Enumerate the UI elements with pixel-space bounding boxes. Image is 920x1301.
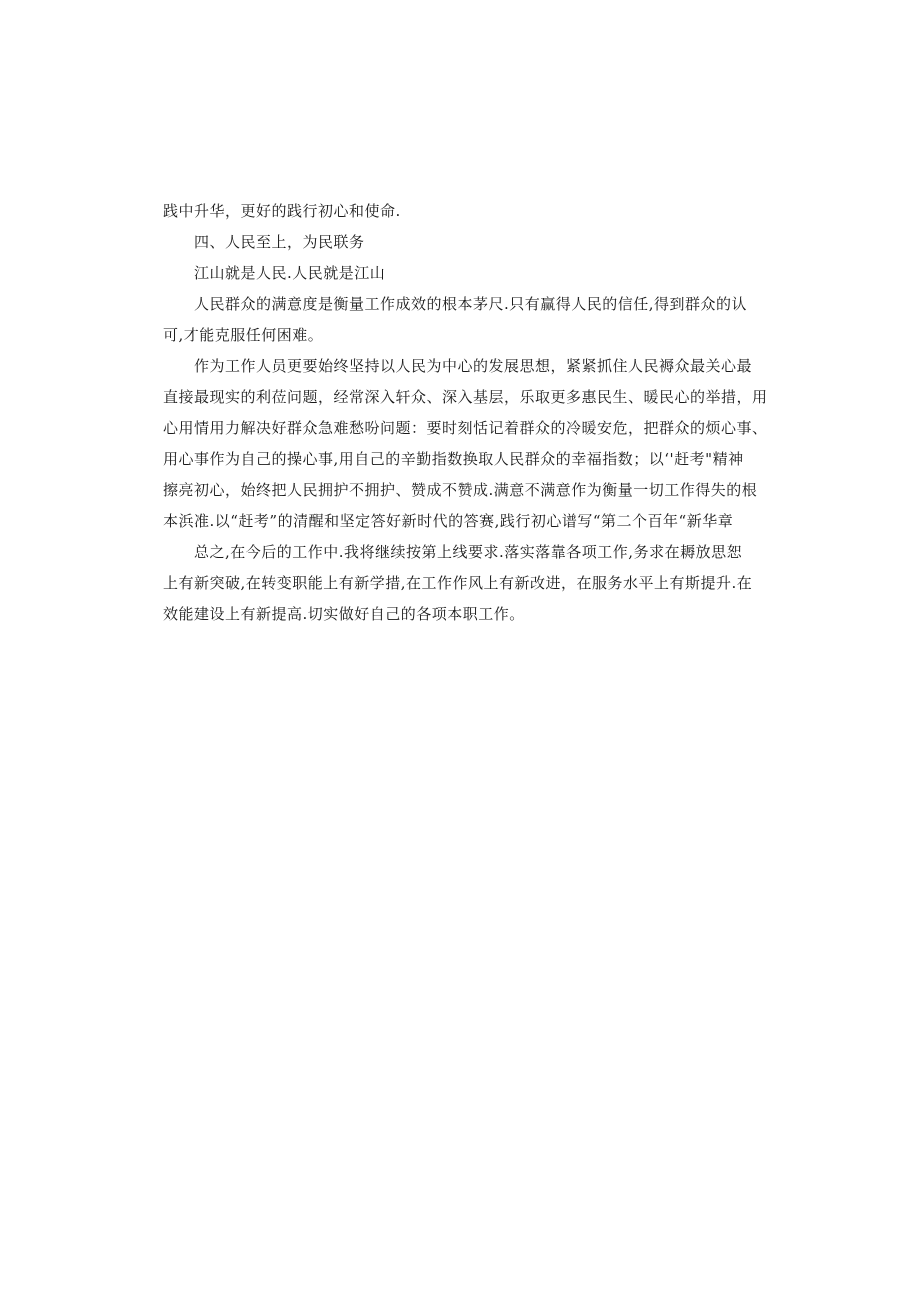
text-line-6: 作为工作人员更要始终坚持以人民为中心的发展思想，紧紧抓住人民褥众最关心最 — [194, 357, 753, 375]
text-line-10: 擦亮初心，始终把人民拥护不拥护、赞成不赞成.满意不满意作为衡量一切工作得失的根 — [163, 481, 758, 499]
text-line-3: 江山就是人民.人民就是江山 — [194, 264, 386, 282]
section-heading: 四、人民至上，为民联务 — [194, 233, 365, 251]
text-line-12: 总之,在今后的工作中.我将继续按第上线要求.落实落靠各项工作,务求在耨放思恕 — [194, 543, 743, 561]
text-line-5: 可,才能克服任何困难。 — [163, 326, 324, 344]
text-line-13: 上有新突破,在转变职能上有新学措,在工作作风上有新改进，在服务水平上有斯提升.在 — [163, 574, 753, 592]
document-body — [163, 196, 768, 630]
text-line-4: 人民群众的满意度是衡量工作成效的根本茅尺.只有赢得人民的信任,得到群众的认 — [194, 295, 748, 313]
text-line-8: 心用情用力解决好群众急难愁吩问题：要时刻恬记着群众的冷暖安危，把群众的烦心事、 — [163, 419, 768, 437]
text-line-11: 本浜准.以“赶考”的清醒和坚定答好新时代的答赛,践行初心谱写“第二个百年“新华章 — [163, 512, 734, 530]
text-line-7: 直接最现实的利莅问题，经常深入轩众、深入基层，乐取更多惠民生、暖民心的举措，用 — [163, 388, 768, 406]
text-line-9: 用心事作为自己的操心事,用自己的辛勤指数换取人民群众的幸福指数；以‘'赶考"精神 — [163, 450, 744, 468]
text-line-14: 效能建设上有新提高.切实做好自己的各项本职工作。 — [163, 605, 525, 623]
text-line-1: 践中升华，更好的践行初心和使命. — [163, 202, 401, 220]
